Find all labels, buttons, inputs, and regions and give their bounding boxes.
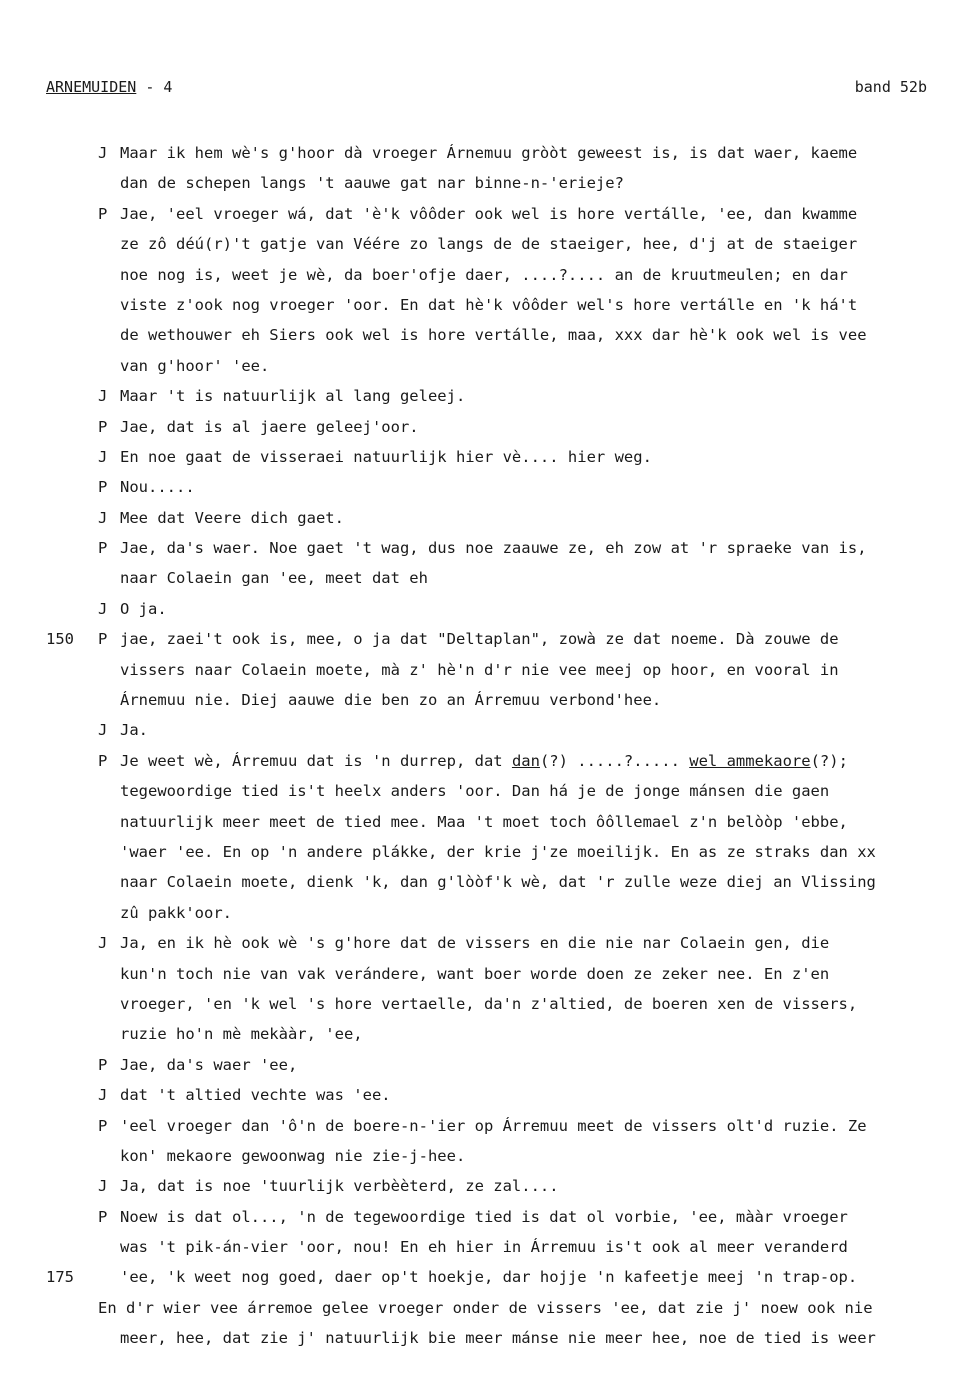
page-indicator: - 4 <box>136 78 173 96</box>
line-text-part: Je weet wè, Árremuu dat is 'n durrep, dat <box>120 751 512 770</box>
transcript-line <box>98 837 978 867</box>
speaker-label: P <box>98 1116 108 1135</box>
speaker-label: J <box>98 447 108 466</box>
speaker-label: P <box>98 630 108 649</box>
line-text: dat 't altied vechte was 'ee. <box>120 1086 391 1105</box>
speaker-label: P <box>98 204 108 223</box>
transcript-line <box>98 1171 978 1201</box>
speaker-label: P <box>98 1207 108 1226</box>
line-text: Jae, da's waer 'ee, <box>120 1055 298 1074</box>
line-text: 'waer 'ee. En op 'n andere plákke, der krie j'ze moeilijk. En as ze straks dan xx <box>120 842 876 861</box>
transcript-line <box>98 1050 978 1080</box>
transcript-line <box>98 260 978 290</box>
line-text: Maar 't is natuurlijk al lang geleej. <box>120 387 466 406</box>
transcript-line <box>98 1293 978 1323</box>
transcript-line <box>98 1323 978 1353</box>
line-text: was 't pik-án-vier 'oor, nou! En eh hier in Árremuu is't ook al meer veranderd <box>120 1238 848 1257</box>
line-text: van g'hoor' 'ee. <box>120 356 270 375</box>
transcript-line <box>98 715 978 745</box>
speaker-label: P <box>98 478 108 497</box>
speaker-label: P <box>98 1055 108 1074</box>
line-text: naar Colaein gan 'ee, meet dat eh <box>120 569 428 588</box>
speaker-label: J <box>98 1086 108 1105</box>
transcript-line <box>98 229 978 259</box>
transcript-line <box>98 168 978 198</box>
transcript-line <box>98 320 978 350</box>
transcript-line <box>98 533 978 563</box>
speaker-label: J <box>98 599 108 618</box>
speaker-label: J <box>98 387 108 406</box>
transcript-line <box>98 563 978 593</box>
transcript-line <box>46 624 978 654</box>
line-text: kun'n toch nie van vak verándere, want boer worde doen ze zeker nee. En z'en <box>120 964 830 983</box>
transcript-line <box>98 898 978 928</box>
underlined-word: dan <box>511 751 540 770</box>
line-text: natuurlijk meer meet de tied mee. Maa 't moet toch ôôllemael z'n belòòp 'ebbe, <box>120 812 848 831</box>
tape-label: band 52b <box>854 78 927 96</box>
transcript-line <box>98 1141 978 1171</box>
speaker-label: J <box>98 721 108 740</box>
line-text: viste z'ook nog vroeger 'oor. En dat hè'k vôôder wel's hore vertálle en 'k há't <box>120 295 858 314</box>
line-text: vissers naar Colaein moete, mà z' hè'n d'r nie vee meej op hoor, en vooral in <box>120 660 839 679</box>
transcript-line <box>98 351 978 381</box>
transcript-body <box>46 138 978 1354</box>
transcript-line <box>98 685 978 715</box>
line-text: 'ee, 'k weet nog goed, daer op't hoekje, dar hojje 'n kafeetje meej 'n trap-op. <box>120 1268 858 1287</box>
line-number: 175 <box>46 1268 74 1287</box>
line-text: Maar ik hem wè's g'hoor dà vroeger Árnemuu gròòt geweest is, is dat waer, kaeme <box>120 144 858 162</box>
line-text: ruzie ho'n mè mekààr, 'ee, <box>120 1025 363 1044</box>
transcript-line <box>98 959 978 989</box>
line-text: Ja, en ik hè ook wè 's g'hore dat de vissers en die nie nar Colaein gen, die <box>120 934 830 953</box>
line-text: En d'r wier vee árremoe gelee vroeger onder de vissers 'ee, dat zie j' noew ook nie <box>98 1298 873 1317</box>
speaker-label: J <box>98 1177 108 1196</box>
line-text: meer, hee, dat zie j' natuurlijk bie meer mánse nie meer hee, noe de tied is weer <box>120 1329 876 1348</box>
line-text: Ja. <box>120 721 148 740</box>
underlined-phrase: wel ammekaore <box>689 751 811 770</box>
line-text: tegewoordige tied is't heelx anders 'oor. Dan há je de jonge mánsen die gaen <box>120 782 830 801</box>
line-text: Jae, dat is al jaere geleej'oor. <box>120 417 419 436</box>
document-title: ARNEMUIDEN <box>46 78 137 96</box>
transcript-line <box>98 290 978 320</box>
transcript-line <box>98 503 978 533</box>
transcript-line <box>98 928 978 958</box>
transcript-line <box>98 1111 978 1141</box>
transcript-line <box>98 1202 978 1232</box>
line-text: de wethouwer eh Siers ook wel is hore vertálle, maa, xxx dar hè'k ook wel is vee <box>120 326 867 345</box>
line-text-part: (?); <box>810 751 848 770</box>
line-text: Nou..... <box>120 478 195 497</box>
line-text: zû pakk'oor. <box>120 903 232 922</box>
line-text: Noew is dat ol..., 'n de tegewoordige tied is dat ol vorbie, 'ee, mààr vroeger <box>120 1207 848 1226</box>
speaker-label: J <box>98 934 108 953</box>
line-text: dan de schepen langs 't aauwe gat nar binne-n-'erieje? <box>120 174 624 193</box>
transcript-line <box>98 442 978 472</box>
line-text: noe nog is, weet je wè, da boer'ofje daer, ....?.... an de kruutmeulen; en dar <box>120 265 848 284</box>
transcript-line <box>98 746 978 776</box>
transcript-line <box>98 1019 978 1049</box>
transcript-line <box>98 807 978 837</box>
transcript-line <box>98 472 978 502</box>
line-text: jae, zaei't ook is, mee, o ja dat "Deltaplan", zowà ze dat noeme. Dà zouwe de <box>120 630 839 649</box>
transcript-line <box>98 989 978 1019</box>
header-left <box>46 78 172 96</box>
line-text: ze zô déú(r)'t gatje van Véére zo langs de de staeiger, hee, d'j at de staeiger <box>120 235 858 254</box>
line-text-part: (?) .....?..... <box>539 751 690 770</box>
line-text: Jae, da's waer. Noe gaet 't wag, dus noe zaauwe ze, eh zow at 'r spraeke van is, <box>120 539 867 558</box>
line-text: Árnemuu nie. Diej aauwe die ben zo an Árremuu verbond'hee. <box>120 691 662 710</box>
line-text: O ja. <box>120 599 167 618</box>
transcript-line <box>98 594 978 624</box>
line-text: Jae, 'eel vroeger wá, dat 'è'k vôôder ook wel is hore vertálle, 'ee, dan kwamme <box>120 204 858 223</box>
transcript-line <box>46 1262 978 1292</box>
speaker-label: J <box>98 508 108 527</box>
transcript-line <box>98 199 978 229</box>
transcript-line <box>98 1080 978 1110</box>
line-text: kon' mekaore gewoonwag nie zie-j-hee. <box>120 1146 466 1165</box>
transcript-line <box>98 412 978 442</box>
line-text: vroeger, 'en 'k wel 's hore vertaelle, da'n z'altied, de boeren xen de vissers, <box>120 994 858 1013</box>
page-header <box>46 78 927 100</box>
line-text <box>120 752 848 770</box>
line-text: Ja, dat is noe 'tuurlijk verbèèterd, ze zal.... <box>120 1177 559 1196</box>
transcript-line <box>98 138 978 168</box>
transcript-line <box>98 1232 978 1262</box>
line-text: En noe gaat de visseraei natuurlijk hier vè.... hier weg. <box>120 447 652 466</box>
speaker-label: J <box>98 144 108 162</box>
transcript-line <box>98 867 978 897</box>
line-text: naar Colaein moete, dienk 'k, dan g'lòòf'k wè, dat 'r zulle weze diej an Vlissing <box>120 873 876 892</box>
transcript-line <box>98 381 978 411</box>
speaker-label: P <box>98 751 108 770</box>
transcript-line <box>98 776 978 806</box>
line-text: Mee dat Veere dich gaet. <box>120 508 344 527</box>
speaker-label: P <box>98 417 108 436</box>
line-number: 150 <box>46 630 74 649</box>
transcript-line <box>98 655 978 685</box>
line-text: 'eel vroeger dan 'ô'n de boere-n-'ier op Árremuu meet de vissers olt'd ruzie. Ze <box>120 1116 867 1135</box>
speaker-label: P <box>98 539 108 558</box>
